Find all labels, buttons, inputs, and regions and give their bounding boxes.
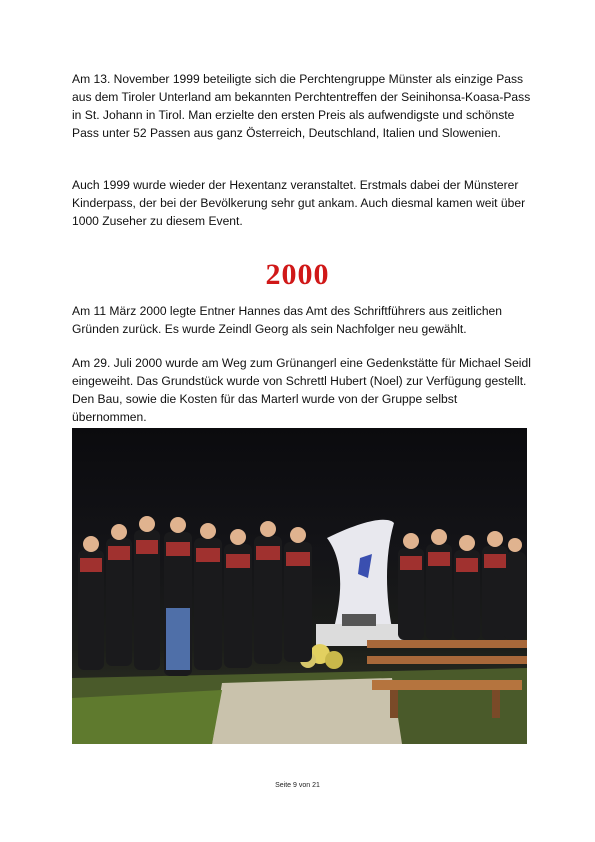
page-footer: Seite 9 von 21 <box>275 782 320 789</box>
group-photo <box>72 428 527 744</box>
paragraph-hexentanz: Auch 1999 wurde wieder der Hexentanz veranstaltet. Erstmals dabei der Münsterer Kinderpass, der bei der Bevölkerung sehr gut ankam. Auch diesmal kamen weit über 1000 Zuseher zu diesem Event. <box>72 178 526 228</box>
paragraph-perchtentreffen: Am 13. November 1999 beteiligte sich die Perchtengruppe Münster als einzige Pass aus dem Tiroler Unterland am bekannten Perchtentreffen der Seinihonsa-Koasa-Pass in St. Johann in Tirol. Man erzielte den ersten Preis als aufwendigste und schönste Pass unter 52 Passen aus ganz Österreich, Deutschland, Italien und Slowenien. <box>72 72 531 140</box>
year-heading: 2000 <box>265 258 330 291</box>
group-photo-illustration <box>72 428 527 744</box>
paragraph-gedenkstaette: Am 29. Juli 2000 wurde am Weg zum Grünangerl eine Gedenkstätte für Michael Seidl eingeweiht. Das Grundstück wurde von Schrettl Hubert (Noel) zur Verfügung gestellt. Den Bau, sowie die Kosten für das Marterl wurde von der Gruppe selbst übernommen. <box>72 356 531 424</box>
paragraph-schriftfuehrer: Am 11 März 2000 legte Entner Hannes das Amt des Schriftführers aus zeitlichen Gründen zurück. Es wurde Zeindl Georg als sein Nachfolger neu gewählt. <box>72 304 502 336</box>
